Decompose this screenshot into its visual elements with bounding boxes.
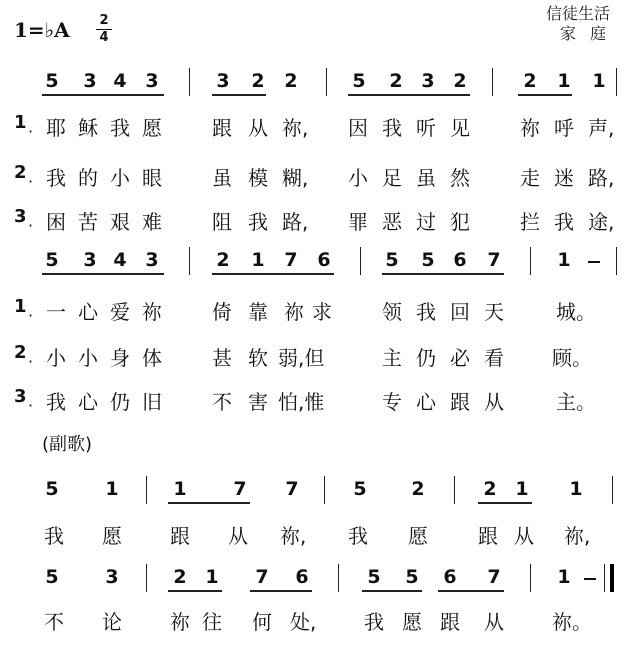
lyric: 拦 <box>520 210 540 234</box>
lyric: 小 <box>348 166 368 190</box>
verse-number: 2 <box>14 162 27 183</box>
lyric: 祢。 <box>552 610 592 634</box>
lyric: 我 <box>416 300 436 324</box>
lyric: 从 <box>484 390 504 414</box>
note: 4 <box>113 70 127 92</box>
note: 1 <box>557 70 571 92</box>
lyric: 城。 <box>556 300 596 324</box>
lyric: 心 <box>416 390 436 414</box>
note: 7 <box>285 478 299 500</box>
note: 1 <box>105 478 119 500</box>
lyric: 倚 <box>212 300 232 324</box>
lyric: 从 <box>514 524 534 548</box>
lyric: 我 <box>554 210 574 234</box>
lyric: 祢 <box>284 300 304 324</box>
note: 5 <box>45 566 59 588</box>
lyric: 跟 <box>440 610 460 634</box>
lyric: 处, <box>290 610 317 634</box>
lyric-row-verse2-a: 2 我 的 小 眼 虽 模 糊, 小 足 虽 然 走 迷 路, · <box>14 162 615 191</box>
lyric: 从 <box>484 610 504 634</box>
lyric: 身 <box>110 346 130 370</box>
lyric: 路, <box>588 166 615 190</box>
lyric: 顾。 <box>552 346 592 370</box>
note: 1 <box>569 478 583 500</box>
lyric: 心 <box>78 390 98 414</box>
note: 2 <box>216 249 230 271</box>
lyric: 犯 <box>450 210 470 234</box>
lyric: 难 <box>142 210 162 234</box>
lyric-row-chorus-b <box>0 606 632 642</box>
note: 3 <box>145 249 159 271</box>
lyric: 困 <box>46 210 66 234</box>
lyric: 害 <box>248 390 268 414</box>
lyric: 仍 <box>110 390 130 414</box>
note: 5 <box>353 478 367 500</box>
note: 7 <box>255 566 269 588</box>
lyric: 路, <box>282 210 309 234</box>
lyric: 听 <box>416 116 436 140</box>
note: 1 <box>557 566 571 588</box>
jianpu-row-1 <box>0 66 632 106</box>
note: 1 <box>592 70 606 92</box>
lyric: 必 <box>450 346 470 370</box>
verse-number: 1 <box>14 296 27 317</box>
lyric: 祢, <box>280 524 307 548</box>
lyric: 我 <box>46 390 66 414</box>
note: 1 <box>251 249 265 271</box>
lyric: 艰 <box>110 210 130 234</box>
note: 1 <box>557 249 571 271</box>
lyric-row-verse3-b: 3 我 心 仍 旧 不 害 怕,惟 专 心 跟 从 主。 · <box>14 386 596 415</box>
lyric: 声, <box>588 116 615 140</box>
lyric: 虽 <box>416 166 436 190</box>
lyric: 阻 <box>212 210 232 234</box>
publisher-line-2: 家庭 <box>559 24 620 43</box>
lyric: 仍 <box>416 346 436 370</box>
note: 2 <box>284 70 298 92</box>
verse-number: 3 <box>14 386 27 407</box>
lyric: 罪 <box>348 210 368 234</box>
lyric: 体 <box>142 346 162 370</box>
lyric: 愿 <box>142 116 162 140</box>
note: 2 <box>483 478 497 500</box>
note: 4 <box>113 249 127 271</box>
lyric: 我 <box>348 524 368 548</box>
lyric: 爱 <box>110 300 130 324</box>
lyric: 途, <box>588 210 615 234</box>
note: 3 <box>105 566 119 588</box>
lyric: 祢 <box>170 610 190 634</box>
lyric: 跟 <box>170 524 190 548</box>
note: 6 <box>443 566 457 588</box>
lyric: 我 <box>364 610 384 634</box>
lyric: 心 <box>78 300 98 324</box>
note: 5 <box>405 566 419 588</box>
lyric-row-verse2-b: 2 小 小 身 体 甚 软 弱,但 主 仍 必 看 顾。 · <box>14 342 592 371</box>
lyric: 因 <box>348 116 368 140</box>
lyric: 跟 <box>212 116 232 140</box>
lyric: 我 <box>110 116 130 140</box>
lyric: 走 <box>520 166 540 190</box>
note: 6 <box>453 249 467 271</box>
chorus-label: (副歌) <box>42 434 93 455</box>
note: 3 <box>145 70 159 92</box>
lyric: 然 <box>450 166 470 190</box>
note: 7 <box>487 249 501 271</box>
lyric: 专 <box>382 390 402 414</box>
note: 5 <box>367 566 381 588</box>
lyric: 靠 <box>248 300 268 324</box>
time-signature <box>96 14 112 45</box>
note: 3 <box>421 70 435 92</box>
publisher-credit <box>545 4 620 44</box>
lyric: 不 <box>44 610 64 634</box>
lyric: 愿 <box>102 524 122 548</box>
publisher-line-1: 信徒生活 <box>545 4 610 23</box>
lyric: 小 <box>78 346 98 370</box>
note: 7 <box>284 249 298 271</box>
lyric: 小 <box>110 166 130 190</box>
lyric: 我 <box>46 166 66 190</box>
note: 2 <box>251 70 265 92</box>
note: 7 <box>487 566 501 588</box>
lyric: 回 <box>450 300 470 324</box>
extension-dash <box>584 578 596 580</box>
lyric-row-verse1-a: 1 耶 稣 我 愿 跟 从 祢, 因 我 听 见 祢 呼 声, · <box>14 112 615 141</box>
note: 5 <box>45 478 59 500</box>
note: 2 <box>389 70 403 92</box>
lyric: 糊, <box>282 166 309 190</box>
lyric: 祢, <box>282 116 309 140</box>
lyric: 何 <box>252 610 272 634</box>
lyric: 我 <box>248 210 268 234</box>
jianpu-row-2 <box>0 245 632 285</box>
note: 3 <box>83 70 97 92</box>
lyric: 主 <box>382 346 402 370</box>
note: 5 <box>352 70 366 92</box>
verse-number: 1 <box>14 112 27 133</box>
note: 5 <box>45 249 59 271</box>
note: 2 <box>453 70 467 92</box>
lyric: 祢, <box>564 524 591 548</box>
lyric: 呼 <box>554 116 574 140</box>
note: 3 <box>216 70 230 92</box>
lyric: 耶 <box>46 116 66 140</box>
lyric: 跟 <box>478 524 498 548</box>
lyric: 愿 <box>408 524 428 548</box>
lyric: 迷 <box>554 166 574 190</box>
lyric: 虽 <box>212 166 232 190</box>
time-signature-bottom: 4 <box>99 30 109 45</box>
note: 5 <box>45 70 59 92</box>
note: 6 <box>317 249 331 271</box>
note: 5 <box>385 249 399 271</box>
note: 1 <box>205 566 219 588</box>
lyric: 往 <box>202 610 222 634</box>
note: 2 <box>411 478 425 500</box>
lyric: 领 <box>382 300 402 324</box>
time-signature-top: 2 <box>99 13 109 28</box>
lyric: 从 <box>248 116 268 140</box>
note: 2 <box>523 70 537 92</box>
lyric: 过 <box>416 210 436 234</box>
lyric: 弱,但 <box>278 346 325 370</box>
lyric: 天 <box>484 300 504 324</box>
lyric: 足 <box>382 166 402 190</box>
lyric-row-verse3-a: 3 困 苦 艰 难 阻 我 路, 罪 恶 过 犯 拦 我 途, · <box>14 206 615 235</box>
extension-dash <box>588 261 600 263</box>
key-signature: 1=♭A <box>14 18 70 42</box>
lyric-row-chorus-a <box>0 520 632 556</box>
lyric-row-verse1-b: 1 一 心 爱 祢 倚 靠 祢 求 领 我 回 天 城。 · <box>14 296 596 325</box>
lyric: 小 <box>46 346 66 370</box>
lyric: 眼 <box>142 166 162 190</box>
lyric: 稣 <box>78 116 98 140</box>
lyric: 主。 <box>556 390 596 414</box>
note: 5 <box>421 249 435 271</box>
lyric: 祢 <box>142 300 162 324</box>
lyric: 甚 <box>212 346 232 370</box>
verse-number: 3 <box>14 206 27 227</box>
lyric: 求 <box>312 300 332 324</box>
lyric: 模 <box>248 166 268 190</box>
lyric: 我 <box>44 524 64 548</box>
lyric: 我 <box>382 116 402 140</box>
jianpu-row-4 <box>0 562 632 602</box>
lyric: 论 <box>102 610 122 634</box>
note: 1 <box>515 478 529 500</box>
lyric: 从 <box>228 524 248 548</box>
lyric: 看 <box>484 346 504 370</box>
lyric: 见 <box>450 116 470 140</box>
lyric: 旧 <box>142 390 162 414</box>
note: 1 <box>173 478 187 500</box>
verse-number: 2 <box>14 342 27 363</box>
lyric: 软 <box>248 346 268 370</box>
note: 7 <box>233 478 247 500</box>
lyric: 苦 <box>78 210 98 234</box>
lyric: 怕,惟 <box>278 390 325 414</box>
jianpu-row-3 <box>0 474 632 514</box>
note: 3 <box>83 249 97 271</box>
lyric: 的 <box>78 166 98 190</box>
lyric: 不 <box>212 390 232 414</box>
note: 6 <box>295 566 309 588</box>
lyric: 一 <box>46 300 66 324</box>
lyric: 恶 <box>382 210 402 234</box>
lyric: 愿 <box>402 610 422 634</box>
lyric: 跟 <box>450 390 470 414</box>
lyric: 祢 <box>520 116 540 140</box>
note: 2 <box>173 566 187 588</box>
